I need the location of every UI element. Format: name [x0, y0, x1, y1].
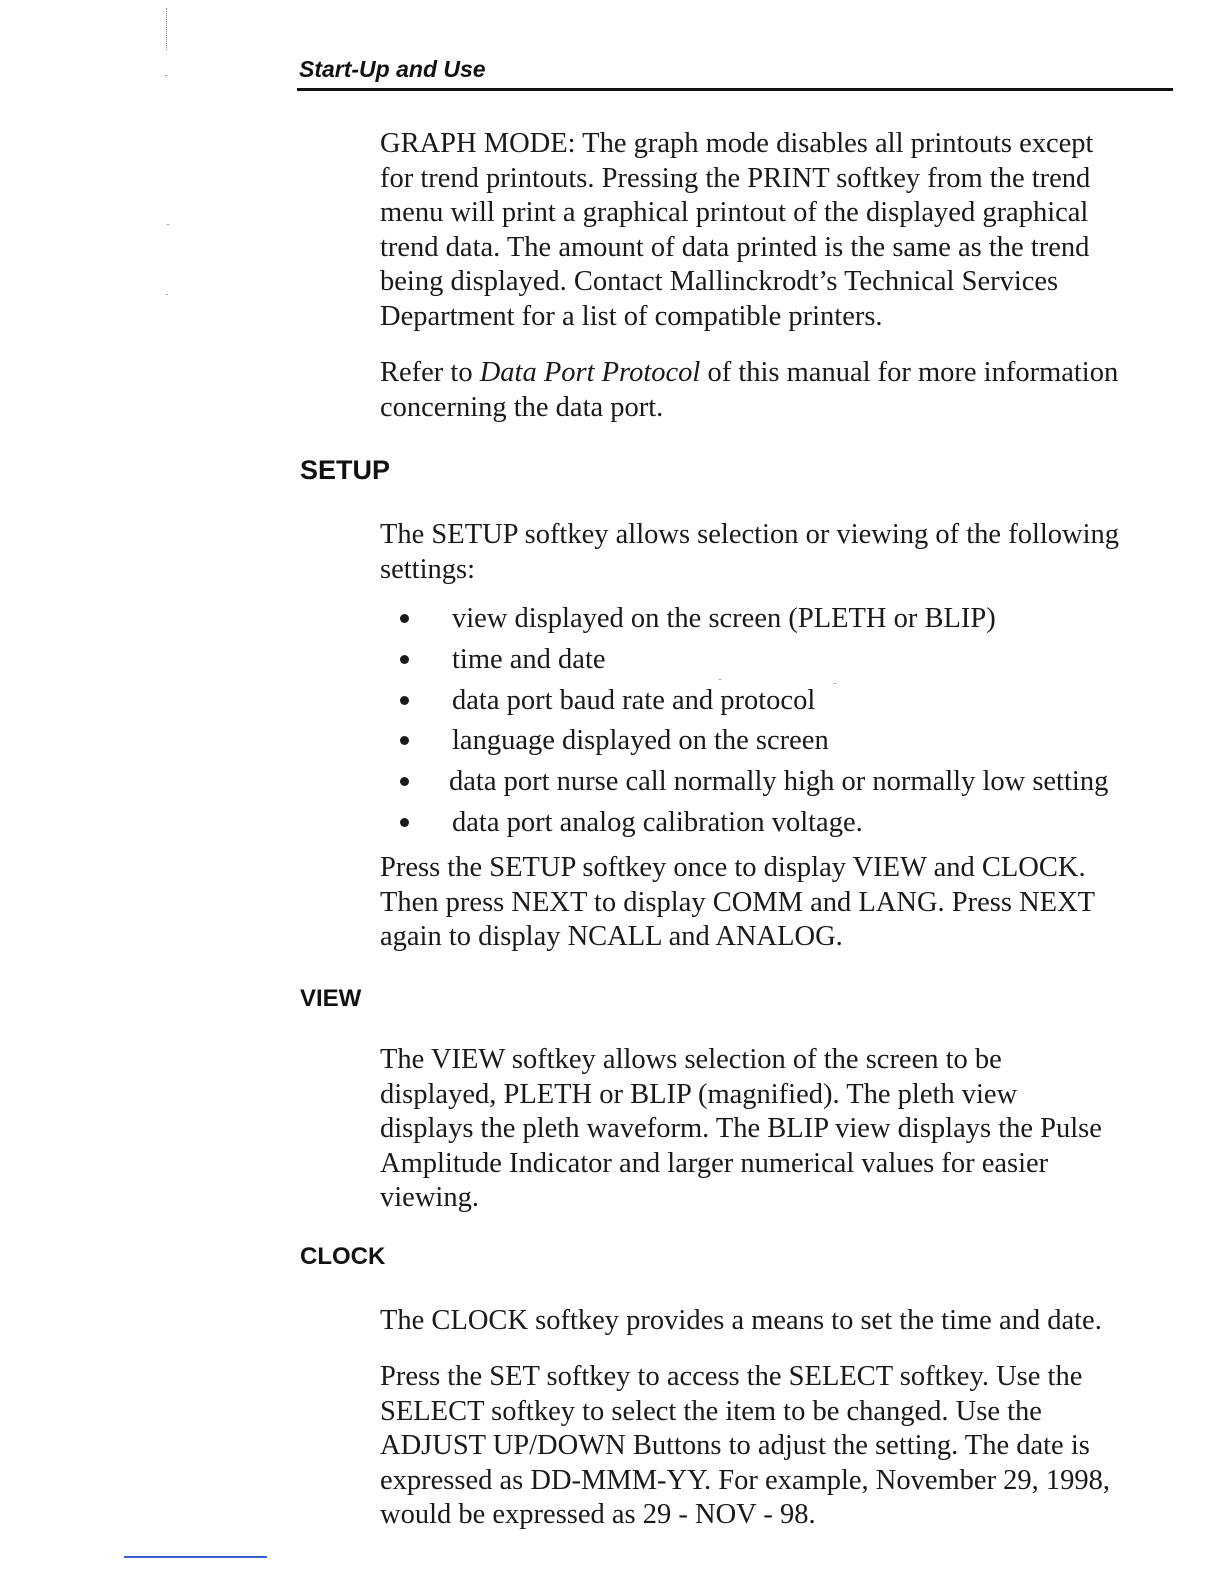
- text-line: again to display NCALL and ANALOG.: [380, 921, 843, 952]
- view-heading: VIEW: [300, 985, 362, 1012]
- clock-intro-paragraph: [380, 1304, 1102, 1339]
- running-header: [297, 52, 1173, 91]
- text-line: settings:: [380, 553, 476, 585]
- scan-speck: [167, 224, 169, 225]
- graph-mode-paragraph: [380, 127, 1093, 334]
- scan-speck: [834, 683, 836, 684]
- list-item-text: data port nurse call normally high or normally low setting: [449, 766, 1109, 798]
- list-item-text: view displayed on the screen (PLETH or BLIP): [452, 603, 996, 634]
- text-line: displayed, PLETH or BLIP (magnified). The pleth view: [380, 1078, 1018, 1110]
- bullet-icon: [400, 655, 409, 664]
- text-line: concerning the data port.: [380, 391, 664, 423]
- refer-paragraph: [380, 356, 1118, 425]
- manual-section-reference: Data Port Protocol: [479, 357, 701, 388]
- setup-instructions-paragraph: [380, 851, 1095, 955]
- text-line: would be expressed as 29 - NOV - 98.: [380, 1499, 816, 1530]
- list-item-text: language displayed on the screen: [452, 725, 829, 757]
- text-line: expressed as DD-MMM-YY. For example, November 29, 1998,: [380, 1464, 1111, 1496]
- scan-speck: [166, 294, 168, 295]
- text-line: [380, 356, 1118, 391]
- bullet-icon: [400, 736, 409, 745]
- scan-speck: [719, 679, 721, 680]
- text-line: Then press NEXT to display COMM and LANG. Press NEXT: [380, 886, 1096, 918]
- list-item-text: data port analog calibration voltage.: [452, 806, 863, 838]
- text-line: The SETUP softkey allows selection or viewing of the following: [380, 519, 1120, 550]
- text-line: The CLOCK softkey provides a means to set the time and date.: [380, 1305, 1102, 1336]
- text-line: The VIEW softkey allows selection of the screen to be: [380, 1044, 1002, 1075]
- text-line: displays the pleth waveform. The BLIP view displays the Pulse: [380, 1113, 1102, 1144]
- text-line: trend data. The amount of data printed is the same as the trend: [380, 231, 1090, 263]
- bullet-icon: [400, 818, 409, 827]
- bullet-icon: [400, 614, 409, 623]
- text-line: menu will print a graphical printout of the displayed graphical: [380, 197, 1089, 228]
- text-line: Press the SET softkey to access the SELECT softkey. Use the: [380, 1361, 1083, 1392]
- scan-margin-mark: [166, 8, 168, 50]
- bullet-icon: [400, 777, 409, 786]
- view-paragraph: [380, 1043, 1102, 1216]
- clock-detail-paragraph: [380, 1360, 1110, 1533]
- refer-suffix: of this manual for more information: [700, 357, 1119, 388]
- text-line: being displayed. Contact Mallinckrodt’s Technical Services: [380, 266, 1059, 297]
- list-item-text: time and date: [452, 643, 606, 675]
- bullet-icon: [400, 696, 409, 705]
- clock-heading: CLOCK: [300, 1243, 386, 1270]
- setup-intro-paragraph: [380, 518, 1119, 587]
- text-line: SELECT softkey to select the item to be changed. Use the: [380, 1395, 1042, 1427]
- text-line: for trend printouts. Pressing the PRINT softkey from the trend: [380, 162, 1091, 194]
- running-header-title: Start-Up and Use: [299, 56, 486, 82]
- text-line: Amplitude Indicator and larger numerical values for easier: [380, 1147, 1049, 1179]
- scan-speck: [165, 75, 167, 76]
- refer-prefix: Refer to: [380, 357, 480, 388]
- text-line: Department for a list of compatible printers.: [380, 300, 883, 332]
- setup-heading: SETUP: [300, 455, 391, 485]
- list-item-text: data port baud rate and protocol: [452, 684, 816, 716]
- text-line: ADJUST UP/DOWN Buttons to adjust the setting. The date is: [380, 1430, 1090, 1461]
- text-line: GRAPH MODE: The graph mode disables all printouts except: [380, 128, 1094, 159]
- text-line: viewing.: [380, 1182, 479, 1213]
- footer-rule: [124, 1556, 267, 1558]
- text-line: Press the SETUP softkey once to display VIEW and CLOCK.: [380, 852, 1086, 883]
